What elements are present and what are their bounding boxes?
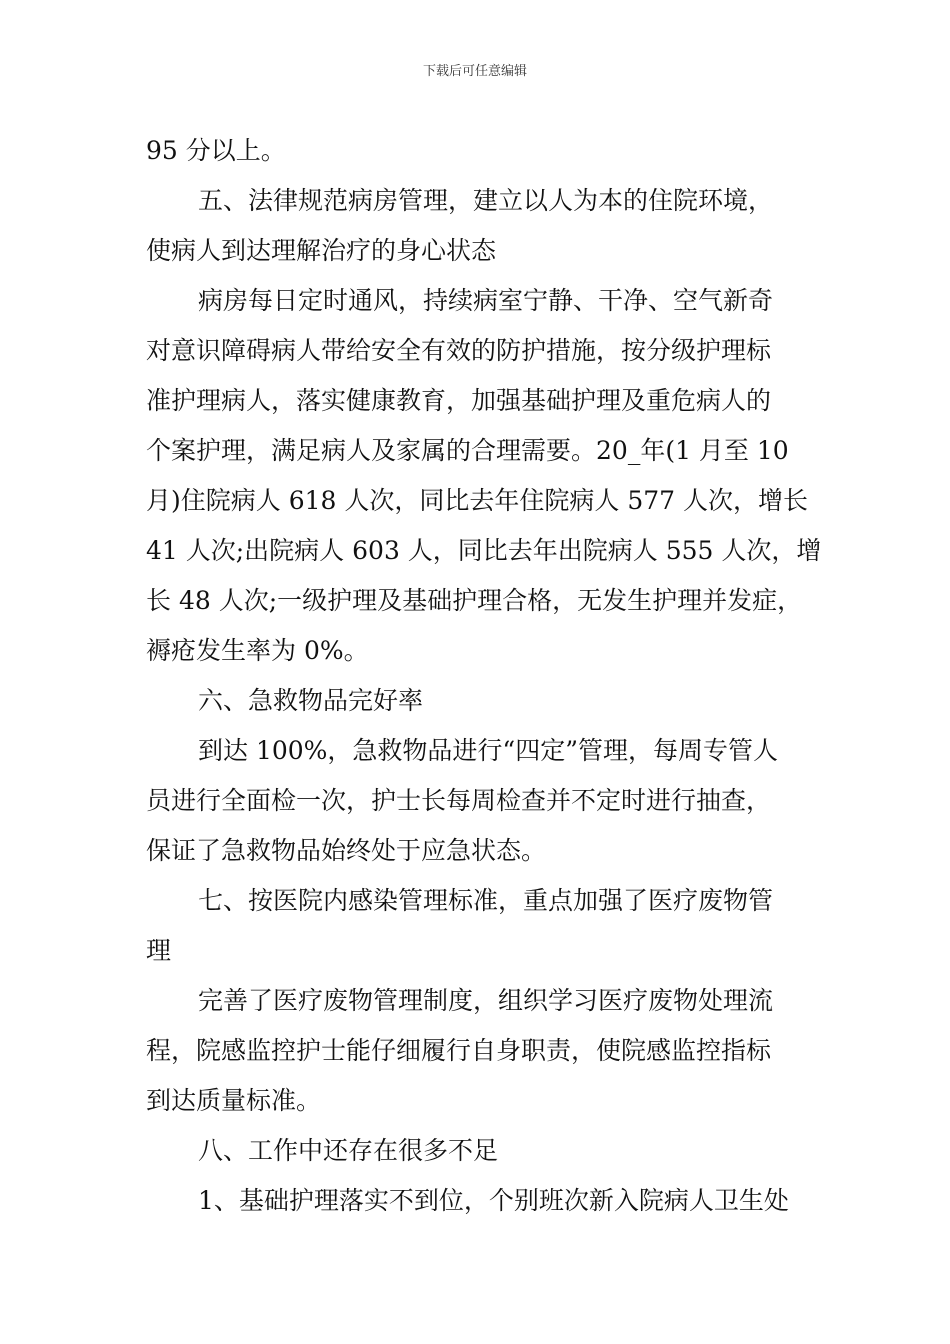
text-line: 41 人次;出院病人 603 人，同比去年出院病人 555 人次，增 xyxy=(146,536,822,565)
document-body xyxy=(146,126,822,1226)
text-line: 对意识障碍病人带给安全有效的防护措施，按分级护理标 xyxy=(146,336,772,365)
text-line: 95 分以上。 xyxy=(146,136,286,165)
text-line: 完善了医疗废物管理制度，组织学习医疗废物处理流 xyxy=(198,986,774,1015)
section-heading-continued: 使病人到达理解治疗的身心状态 xyxy=(146,236,497,265)
text-line: 程，院感监控护士能仔细履行自身职责，使院感监控指标 xyxy=(146,1036,772,1065)
text-line: 保证了急救物品始终处于应急状态。 xyxy=(146,836,547,865)
text-line: 准护理病人，落实健康教育，加强基础护理及重危病人的 xyxy=(146,386,772,415)
text-line: 褥疮发生率为 0%。 xyxy=(146,636,369,665)
section-heading: 八、工作中还存在很多不足 xyxy=(198,1136,499,1165)
section-heading-continued: 理 xyxy=(146,936,172,965)
section-heading: 五、法律规范病房管理，建立以人为本的住院环境， xyxy=(198,186,774,215)
text-line: 个案护理，满足病人及家属的合理需要。20_年(1 月至 10 xyxy=(146,436,789,465)
text-line: 月)住院病人 618 人次，同比去年住院病人 577 人次，增长 xyxy=(146,486,808,515)
page-header: 下载后可任意编辑 xyxy=(422,64,527,79)
text-line: 员进行全面检一次，护士长每周检查并不定时进行抽查， xyxy=(146,786,772,815)
text-line: 到达质量标准。 xyxy=(146,1086,322,1115)
text-line: 到达 100%，急救物品进行“四定”管理，每周专管人 xyxy=(198,736,778,765)
text-line: 长 48 人次;一级护理及基础护理合格，无发生护理并发症， xyxy=(146,586,803,615)
text-line: 1、基础护理落实不到位，个别班次新入院病人卫生处 xyxy=(198,1186,789,1215)
text-line: 病房每日定时通风，持续病室宁静、干净、空气新奇 xyxy=(198,286,774,315)
section-heading: 六、急救物品完好率 xyxy=(198,686,424,715)
section-heading: 七、按医院内感染管理标准，重点加强了医疗废物管 xyxy=(198,886,774,915)
